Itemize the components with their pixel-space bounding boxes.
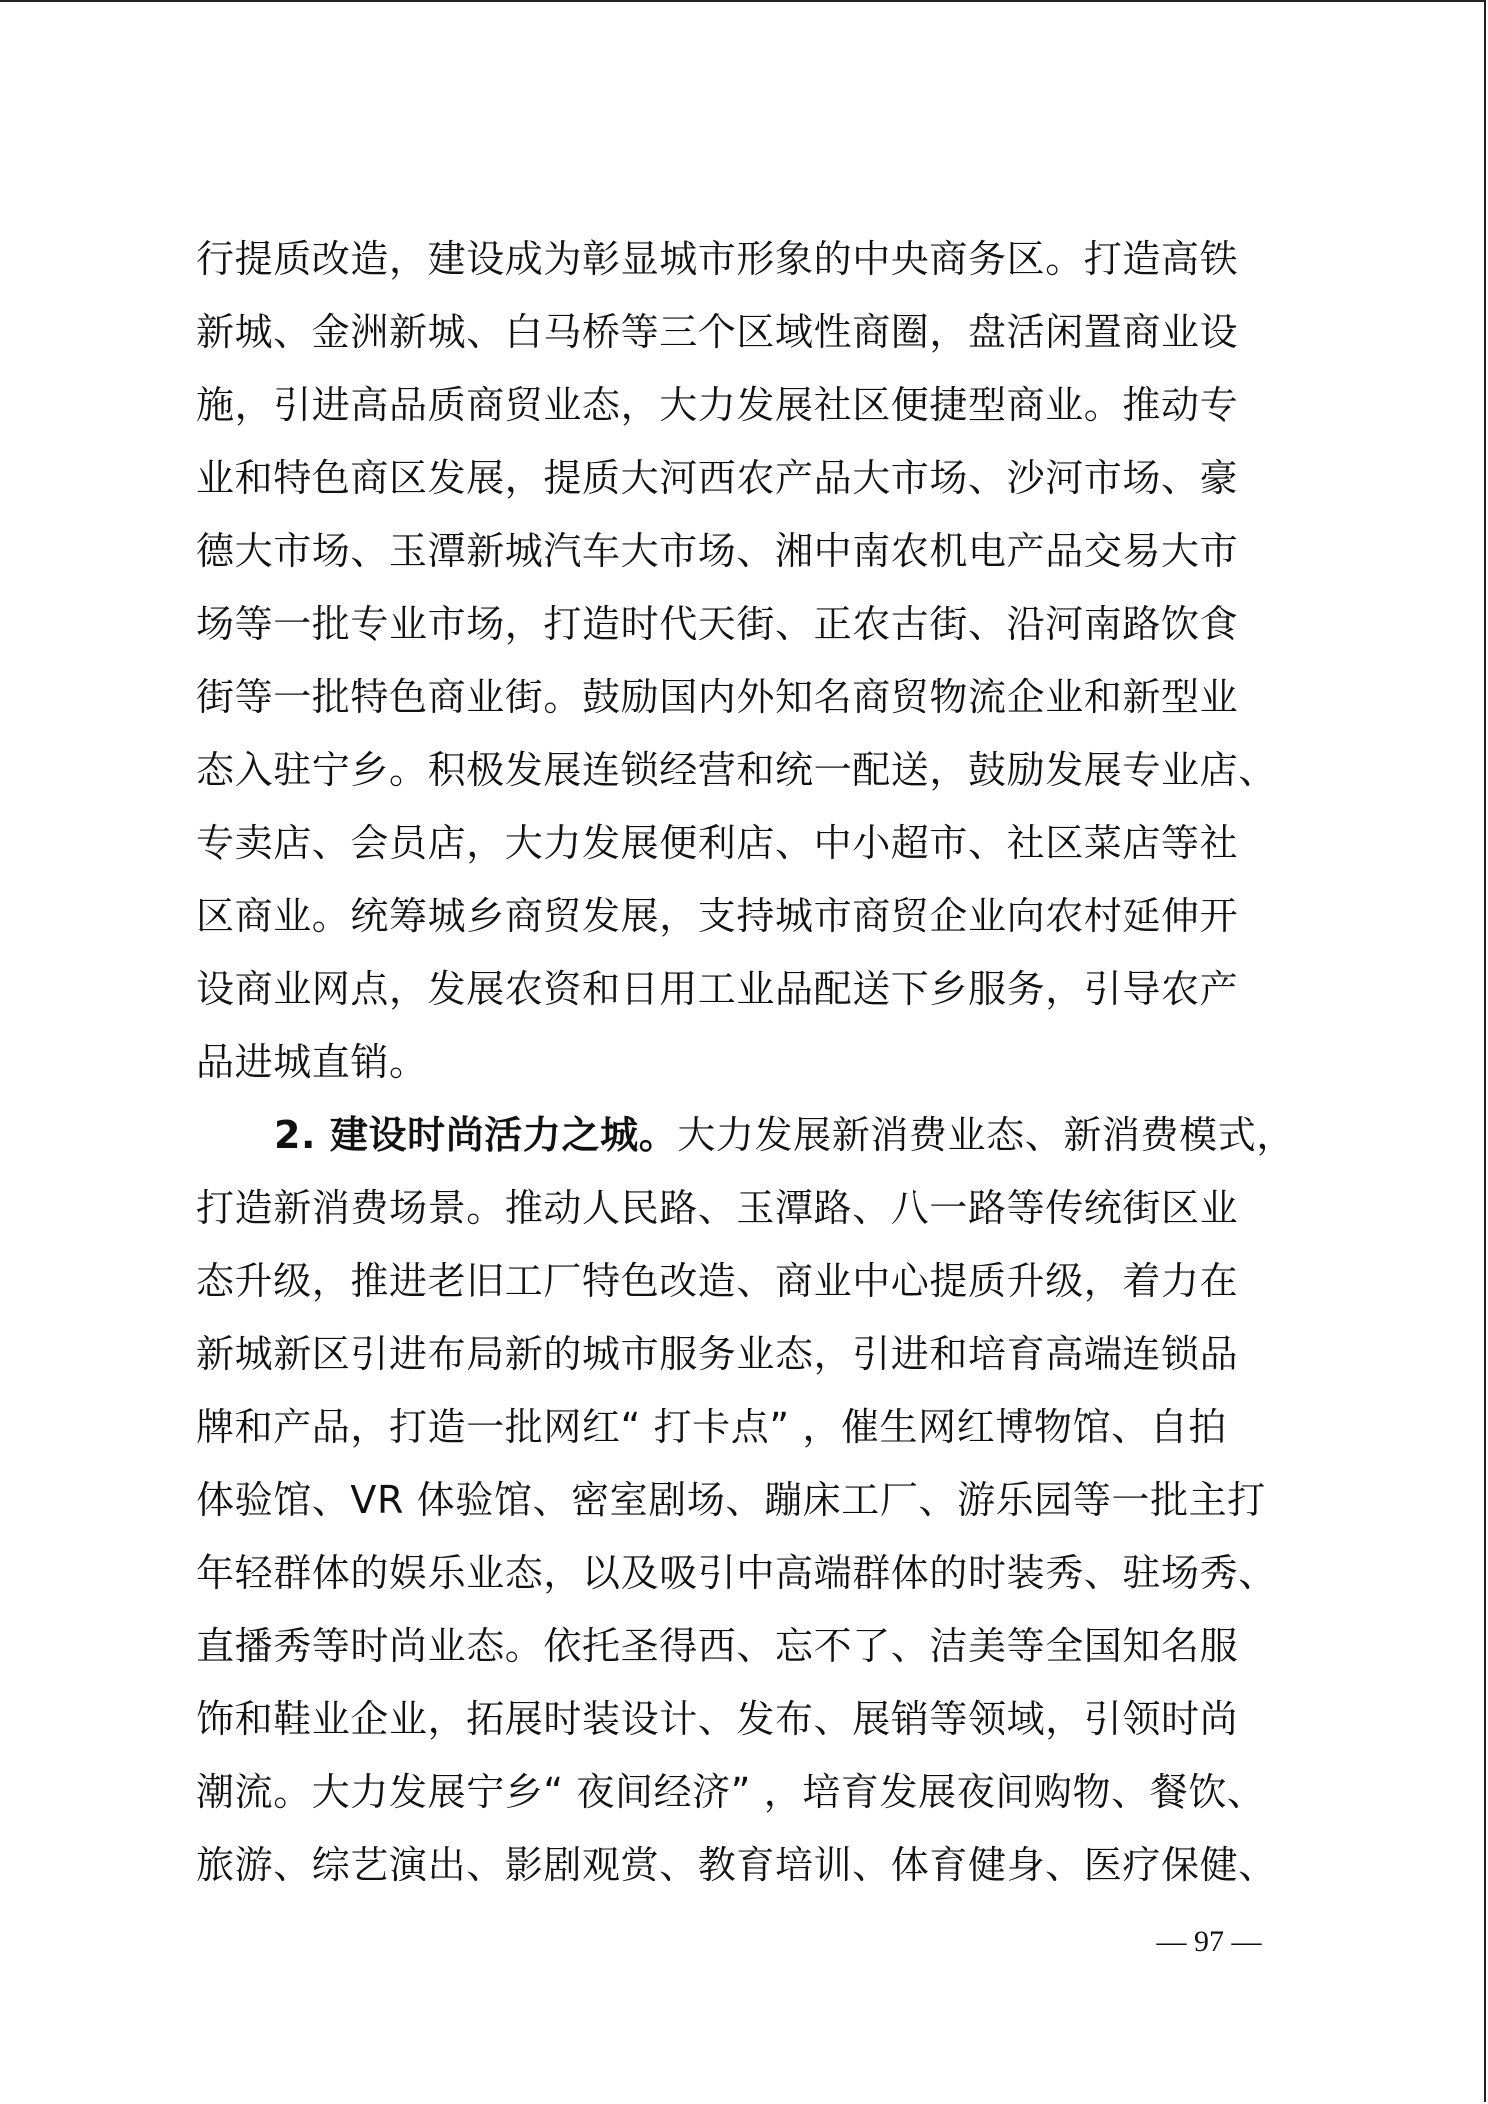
text-line: 品进城直销。 [196, 1040, 428, 1084]
text-line: 街等一批特色商业街。鼓励国内外知名商贸物流企业和新型业 [196, 675, 1239, 719]
text-line: 专卖店、会员店，大力发展便利店、中小超市、社区菜店等社 [196, 821, 1239, 865]
heading-line-text: 大力发展新消费业态、新消费模式， [677, 1113, 1295, 1157]
text-line: 年轻群体的娱乐业态，以及吸引中高端群体的时装秀、驻场秀、 [196, 1551, 1277, 1595]
text-line: 场等一批专业市场，打造时代天街、正农古街、沿河南路饮食 [196, 602, 1239, 646]
section-heading: 2. 建设时尚活力之城。 [274, 1113, 678, 1157]
text-line: 业和特色商区发展，提质大河西农产品大市场、沙河市场、豪 [196, 456, 1239, 500]
text-line: 施，引进高品质商贸业态，大力发展社区便捷型商业。推动专 [196, 383, 1239, 427]
text-line: 新城新区引进布局新的城市服务业态，引进和培育高端连锁品 [196, 1332, 1239, 1376]
text-line: 区商业。统筹城乡商贸发展，支持城市商贸企业向农村延伸开 [196, 894, 1239, 938]
page-number: — 97 — [1156, 1925, 1262, 1958]
text-line: 态入驻宁乡。积极发展连锁经营和统一配送，鼓励发展专业店、 [196, 748, 1277, 792]
text-line: 旅游、综艺演出、影剧观赏、教育培训、体育健身、医疗保健、 [196, 1843, 1277, 1887]
text-line: 体验馆、VR 体验馆、密室剧场、蹦床工厂、游乐园等一批主打 [196, 1478, 1266, 1522]
text-line: 饰和鞋业企业，拓展时装设计、发布、展销等领域，引领时尚 [196, 1697, 1239, 1741]
text-line: 牌和产品，打造一批网红“ 打卡点” ，催生网红博物馆、自拍 [196, 1405, 1227, 1449]
text-line: 打造新消费场景。推动人民路、玉潭路、八一路等传统街区业 [196, 1186, 1239, 1230]
text-line: 行提质改造，建设成为彰显城市形象的中央商务区。打造高铁 [196, 237, 1239, 281]
text-line: 德大市场、玉潭新城汽车大市场、湘中南农机电产品交易大市 [196, 529, 1239, 573]
text-line: 新城、金洲新城、白马桥等三个区域性商圈，盘活闲置商业设 [196, 310, 1239, 354]
text-line: 潮流。大力发展宁乡“ 夜间经济” ，培育发展夜间购物、餐饮、 [196, 1770, 1266, 1814]
text-line: 设商业网点，发展农资和日用工业品配送下乡服务，引导农产 [196, 967, 1239, 1011]
section-heading-line [274, 1113, 1296, 1157]
text-line: 态升级，推进老旧工厂特色改造、商业中心提质升级，着力在 [196, 1259, 1239, 1303]
text-line: 直播秀等时尚业态。依托圣得西、忘不了、洁美等全国知名服 [196, 1624, 1239, 1668]
